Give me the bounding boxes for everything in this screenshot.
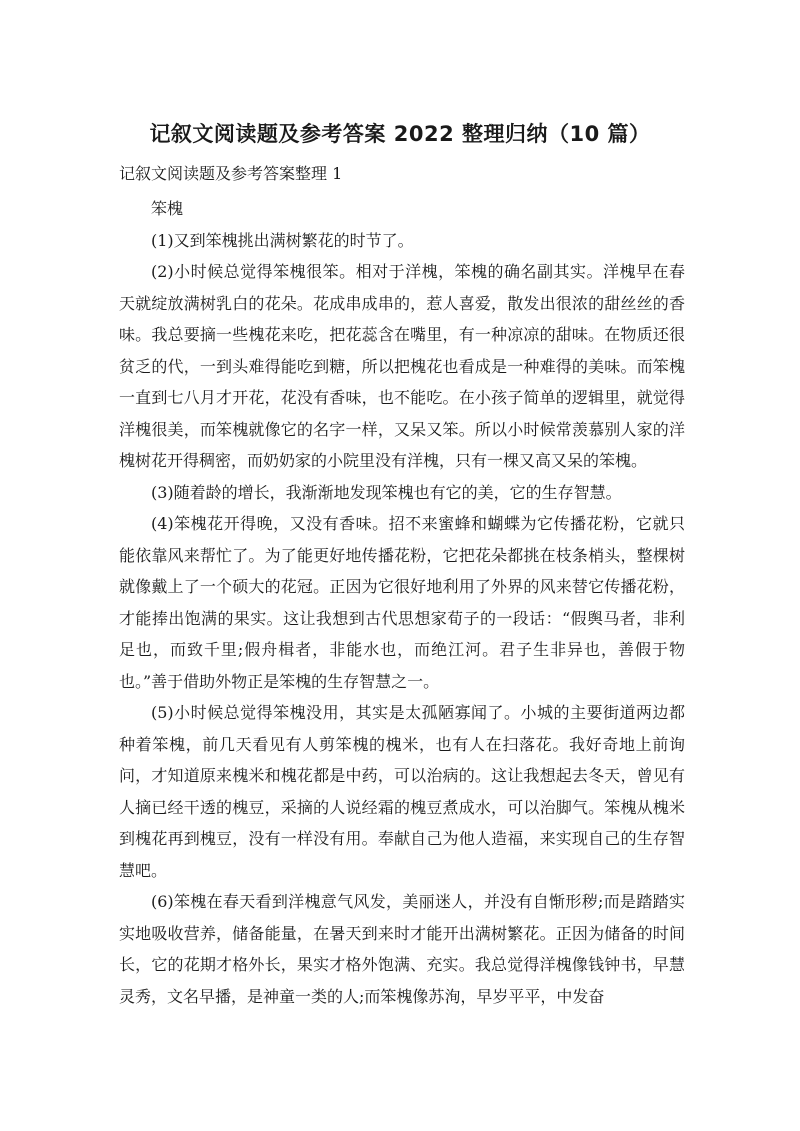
paragraph-5: (5)小时候总觉得笨槐没用，其实是太孤陋寡闻了。小城的主要街道两边都种着笨槐，前几天看见有人剪笨槐的槐米，也有人在扫落花。我好奇地上前询问，才知道原来槐米和槐花都是中药，可以治病的。这让我想起去冬天，曾见有人摘已经干透的槐豆，采摘的人说经霜的槐豆煮成水，可以治脚气。笨槐从槐米到槐花再到槐豆，没有一样没有用。奉献自己为他人造福，来实现自己的生存智慧吧。 — [119, 703, 685, 880]
paragraph-6: (6)笨槐在春天看到洋槐意气风发，美丽迷人，并没有自惭形秽;而是踏踏实实地吸收营养，储备能量，在暑天到来时才能开出满树繁花。正因为储备的时间长，它的花期才格外长，果实才格外饱满、充实。我总觉得洋槐像钱钟书，早慧灵秀，文名早播，是神童一类的人;而笨槐像苏洵，早岁平平，中发奋 — [119, 892, 685, 1006]
paragraph-2: (2)小时候总觉得笨槐很笨。相对于洋槐，笨槐的确名副其实。洋槐早在春天就绽放满树乳白的花朵。花成串成串的，惹人喜爱，散发出很浓的甜丝丝的香味。我总要摘一些槐花来吃，把花蕊含在嘴里，有一种凉凉的甜味。在物质还很贫乏的代，一到头难得能吃到糖，所以把槐花也看成是一种难得的美味。而笨槐一直到七八月才开花，花没有香味，也不能吃。在小孩子简单的逻辑里，就觉得洋槐很美，而笨槐就像它的名字一样，又呆又笨。所以小时候常羡慕别人家的洋槐树花开得稠密，而奶奶家的小院里没有洋槐，只有一棵又高又呆的笨槐。 — [119, 262, 685, 470]
essay-heading: 笨槐 — [151, 199, 184, 218]
section-subtitle: 记叙文阅读题及参考答案整理 1 — [119, 164, 343, 183]
paragraph-3: (3)随着龄的增长，我渐渐地发现笨槐也有它的美，它的生存智慧。 — [151, 482, 622, 502]
document-title: 记叙文阅读题及参考答案 2022 整理归纳（10 篇） — [149, 122, 651, 146]
paragraph-4: (4)笨槐花开得晚，又没有香味。招不来蜜蜂和蝴蝶为它传播花粉，它就只能依靠风来帮忙了。为了能更好地传播花粉，它把花朵都挑在枝条梢头，整棵树就像戴上了一个硕大的花冠。正因为它很好地利用了外界的风来替它传播花粉，才能捧出饱满的果实。这让我想到古代思想家荀子的一段话：“假舆马者，非利足也，而致千里;假舟楫者，非能水也，而绝江河。君子生非异也，善假于物也。”善于借助外物正是笨槐的生存智慧之一。 — [119, 514, 685, 691]
paragraph-1: (1)又到笨槐挑出满树繁花的时节了。 — [151, 230, 414, 250]
document-body — [119, 193, 685, 1012]
